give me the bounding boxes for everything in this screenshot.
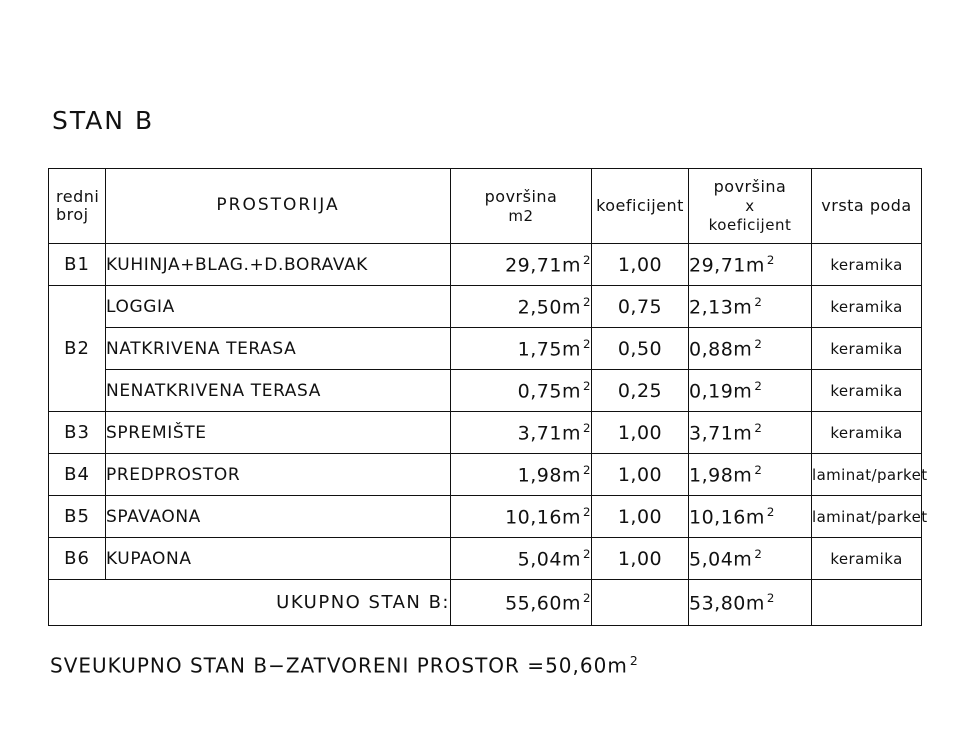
cell-area xyxy=(451,328,592,370)
cell-coefficient: 1,00 xyxy=(592,496,689,538)
cell-total-area-unit: 2 xyxy=(583,590,591,605)
header-cell-product xyxy=(689,169,812,244)
cell-room: KUPAONA xyxy=(106,538,451,580)
table-total-row xyxy=(49,580,922,626)
header-product-line3: koeficijent xyxy=(708,216,792,234)
cell-area-unit: 2 xyxy=(583,336,591,351)
cell-room: LOGGIA xyxy=(106,286,451,328)
table-row xyxy=(49,496,922,538)
header-ordinal-line2: broj xyxy=(56,205,89,224)
page-title: STAN B xyxy=(52,106,155,135)
cell-area-unit: 2 xyxy=(583,378,591,393)
cell-area-unit: 2 xyxy=(583,504,591,519)
table-row xyxy=(49,412,922,454)
cell-product-value: 5,04m xyxy=(689,548,753,571)
cell-product xyxy=(689,412,812,454)
cell-product-value: 0,88m xyxy=(689,338,753,361)
cell-room: NATKRIVENA TERASA xyxy=(106,328,451,370)
cell-room: NENATKRIVENA TERASA xyxy=(106,370,451,412)
cell-area xyxy=(451,538,592,580)
cell-floor-type: keramika xyxy=(812,328,922,370)
cell-area-value: 29,71m xyxy=(505,254,581,277)
cell-total-label: UKUPNO STAN B: xyxy=(49,580,451,626)
cell-floor-type: keramika xyxy=(812,244,922,286)
cell-coefficient: 1,00 xyxy=(592,244,689,286)
cell-product-value: 3,71m xyxy=(689,422,753,445)
cell-area-unit: 2 xyxy=(583,546,591,561)
table-row xyxy=(49,538,922,580)
table-header-row xyxy=(49,169,922,244)
cell-area-unit: 2 xyxy=(583,252,591,267)
cell-total-area xyxy=(451,580,592,626)
cell-product-unit: 2 xyxy=(754,462,763,477)
cell-product xyxy=(689,286,812,328)
cell-area-unit: 2 xyxy=(583,420,591,435)
cell-area-unit: 2 xyxy=(583,294,591,309)
cell-ordinal: B1 xyxy=(49,244,106,286)
cell-product-value: 2,13m xyxy=(689,296,753,319)
cell-coefficient: 1,00 xyxy=(592,412,689,454)
cell-room: KUHINJA+BLAG.+D.BORAVAK xyxy=(106,244,451,286)
table-body xyxy=(49,244,928,626)
cell-area-value: 5,04m xyxy=(517,548,581,571)
cell-ordinal: B4 xyxy=(49,454,106,496)
cell-coefficient: 0,50 xyxy=(592,328,689,370)
cell-area-value: 0,75m xyxy=(517,380,581,403)
cell-room: PREDPROSTOR xyxy=(106,454,451,496)
cell-product-unit: 2 xyxy=(754,546,763,561)
cell-total-product xyxy=(689,580,812,626)
header-cell-ordinal xyxy=(49,169,106,244)
table-row xyxy=(49,328,922,370)
cell-area xyxy=(451,496,592,538)
cell-ordinal: B3 xyxy=(49,412,106,454)
cell-total-product-unit: 2 xyxy=(766,590,775,605)
cell-product-value: 29,71m xyxy=(689,254,765,277)
cell-area xyxy=(451,370,592,412)
cell-floor-type: laminat/parket xyxy=(812,496,922,538)
cell-product-value: 10,16m xyxy=(689,506,765,529)
cell-total-area-value: 55,60m xyxy=(505,592,581,615)
cell-area xyxy=(451,412,592,454)
header-cell-floor-type: vrsta poda xyxy=(812,169,922,244)
header-product-line1: površina xyxy=(713,177,787,197)
header-area-line1: površina xyxy=(484,186,558,206)
cell-coefficient: 1,00 xyxy=(592,454,689,496)
cell-floor-type: keramika xyxy=(812,370,922,412)
cell-product-unit: 2 xyxy=(754,378,763,393)
cell-coefficient: 0,25 xyxy=(592,370,689,412)
cell-total-coefficient xyxy=(592,580,689,626)
cell-total-floor-type xyxy=(812,580,922,626)
cell-product-unit: 2 xyxy=(754,420,763,435)
cell-product xyxy=(689,538,812,580)
cell-room: SPAVAONA xyxy=(106,496,451,538)
cell-ordinal: B2 xyxy=(49,286,106,412)
header-area-line2: m2 xyxy=(508,206,534,225)
cell-area-value: 2,50m xyxy=(517,296,581,319)
cell-ordinal: B5 xyxy=(49,496,106,538)
cell-area-unit: 2 xyxy=(583,462,591,477)
cell-floor-type: keramika xyxy=(812,286,922,328)
cell-product xyxy=(689,244,812,286)
cell-product xyxy=(689,370,812,412)
cell-area xyxy=(451,286,592,328)
table-row xyxy=(49,454,922,496)
cell-product-unit: 2 xyxy=(754,336,763,351)
cell-product-unit: 2 xyxy=(766,504,775,519)
cell-area-value: 10,16m xyxy=(505,506,581,529)
table-row xyxy=(49,370,922,412)
cell-area xyxy=(451,244,592,286)
total-enclosed-area-text: SVEUKUPNO STAN B−ZATVORENI PROSTOR =50,60m xyxy=(50,653,628,678)
cell-floor-type: keramika xyxy=(812,412,922,454)
table-header xyxy=(49,169,922,244)
cell-product-value: 1,98m xyxy=(689,464,753,487)
cell-product-unit: 2 xyxy=(766,252,775,267)
cell-total-product-value: 53,80m xyxy=(689,592,765,615)
cell-coefficient: 0,75 xyxy=(592,286,689,328)
table-row xyxy=(49,286,922,328)
cell-floor-type: keramika xyxy=(812,538,922,580)
cell-area-value: 1,98m xyxy=(517,464,581,487)
total-enclosed-area-note xyxy=(50,653,640,678)
area-specification-table xyxy=(48,168,928,626)
header-cell-coefficient: koeficijent xyxy=(592,169,689,244)
header-product-line2: x xyxy=(745,197,755,216)
cell-area-value: 1,75m xyxy=(517,338,581,361)
cell-product xyxy=(689,454,812,496)
cell-ordinal: B6 xyxy=(49,538,106,580)
header-ordinal-line1: redni xyxy=(56,186,100,206)
total-enclosed-area-unit: 2 xyxy=(629,653,641,668)
header-cell-area xyxy=(451,169,592,244)
cell-product-unit: 2 xyxy=(754,294,763,309)
cell-area xyxy=(451,454,592,496)
cell-coefficient: 1,00 xyxy=(592,538,689,580)
header-cell-room: PROSTORIJA xyxy=(106,169,451,244)
cell-product xyxy=(689,328,812,370)
cell-floor-type: laminat/parket xyxy=(812,454,922,496)
cell-product xyxy=(689,496,812,538)
cell-product-value: 0,19m xyxy=(689,380,753,403)
table-row xyxy=(49,244,922,286)
cell-area-value: 3,71m xyxy=(517,422,581,445)
cell-room: SPREMIŠTE xyxy=(106,412,451,454)
